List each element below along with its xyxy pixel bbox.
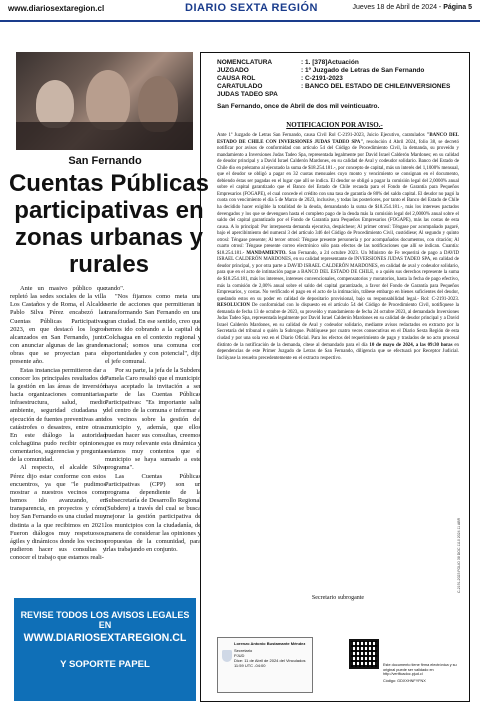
verification-text: Este documento tiene firma electrónica y su original puede ser validado en http://verificadoc.pjud.cl Código: GDXXHNFYFNX — [383, 663, 457, 683]
paragraph: Ante un masivo público que repletó las sedes sociales de la villa Los Castaños y de Roma, el Alcalde Pablo Silva Pérez encabezó las Cuentas Públicas Participativas 2023, en que destacó los logros alcanzados en San Fernando, junto con anunciar algunas de las grandes obras que se proyectan para el presente año. — [10, 285, 106, 366]
notice-date-line: San Fernando, once de Abril de dos mil veinticuatro. — [217, 103, 380, 110]
secretary-label: Secretario subrogante — [311, 595, 365, 601]
page-header — [0, 0, 480, 22]
newspaper-title: DIARIO SEXTA REGIÓN — [185, 2, 318, 14]
paragraph: Las Cuentas Públicas Participativas (CPP) son un programa dependiente de la Subsecretaría de Desarrollo Regional (Subdere) a través del cual se busca mejorar la gestión participativa de los municipios con la ciudadanía, de manera de considerar las opiniones y propuestas de la comunidad, para irlas trabajando en conjunto. — [105, 472, 201, 553]
qr-code-icon[interactable] — [349, 639, 379, 669]
paragraph: Al respecto, el alcalde Silva Pérez dijo estar conforme con estos encuentros, ya que "le pudimos mostrar a nuestros vecinos como hemos ido avanzando, en transparencia, en proyectos y cómo hoy San Fernando es una ciudad muy distinta a la que recibimos en 2021. Fueron diálogos muy respetuosos, ágiles y dinámicos donde los vecinos pudieron hacer sus consultas y conocer el trabajo que estamos reali- — [10, 464, 106, 562]
paragraph: zando". — [105, 285, 125, 292]
case-row: CARATULADO : BANCO DEL ESTADO DE CHILE/INVERSIONES — [217, 83, 451, 90]
case-row: NOMENCLATURA : 1. [378]Actuación — [217, 59, 359, 66]
banner-line-3: Y SOPORTE PAPEL — [60, 659, 150, 670]
banner-url[interactable]: WWW.DIARIOSEXTAREGION.CL — [23, 632, 187, 644]
paragraph: Estas instancias permitieron dar a conocer los principales resultados de la gestión en las áreas de inversión hacia organizaciones comunitarias, infraestructura, salud, medio ambiente, seguridad ciudadana y ejecución de fuentes preventivas ante catástrofes o desastres, entre otras. En este diálogo la autoridad colchagüina pudo recibir opiniones, comentarios, sugerencias y preguntas de la comunidad. — [10, 366, 106, 464]
case-row: CAUSA ROL : C-2191-2023 — [217, 75, 343, 82]
issue-date: Jueves 18 de Abril de 2024 - Página 5 — [352, 4, 472, 11]
notice-title: NOTIFICACION POR AVISO.- — [286, 121, 383, 129]
site-url[interactable]: www.diariosextaregion.cl — [8, 4, 105, 13]
article-kicker: San Fernando — [68, 155, 142, 167]
seal-icon — [222, 650, 232, 662]
notice-body: Ante 1º Juzgado de Letras San Fernando, causa Civil Rol C-2191-2023, Juicio Ejecutivo, caratulados "BANCO DEL ESTADO DE CHILE CON INVERSIONES JUDAS TADEO SPA", resolución 4 Abril 2024, folio 38, se decretó notificar por avisos de conformidad con artículo 54 del Código de Procedimiento Civil, la demanda, su proveído y mandamiento a Inversiones Judas Tadeo Spa, representada legalmente por David Israel Calderón Mardones; en su calidad de deudor principal y a David Israel Calderón Mardones, en su calidad de Aval y codeudor solidario. Banco del Estado de Chile dio en préstamo al ejecutado la suma de $18.254.181.-, por concepto de capital, más un interés del 1,1000% mensual, que el deudor se obligó a pagar en 32 cuotas mensuales cuyo monto y vencimiento se consignan en el documento, debiendo éstas ser pagadas en el lugar que allí se indica. El deudor se obligó a pagar la comisión legal del 2,0000% anual sobre el capital garantizado que el Banco del Estado de Chile recauda para el Fondo de Garantía para Pequeños Empresarios (FOGAPE), el cual concede el crédito con una tasa de garantía de 80% del saldo capital. El deudor no pagó la cuota con vencimiento el día 5 de Marzo de 2023, inclusive, y todas las posteriores, por tanto el Banco del Estado de Chile ha decidido hacer exigible la totalidad de la deuda, demandando la suma de $18.254.181.-, más los intereses pactados devengados y los que se devenguen hasta el completo pago de la deuda más la comisión legal del 2,0000% anual sobre el saldo del capital garantizado por el Fondo de Garantía para Pequeños Empresarios (FOGAPE), más las costas de esta causa. A lo principal: Por interpuesta demanda ejecutiva, despáchese; Al primer otrosí: Téngase por acompañado pagaré, bajo el apercibimiento del numeral 3 del artículo 346 del Código de Procedimiento Civil, custódiese; Al segundo y quinto otrosí: Téngase presente; Al tercer otrosí: Téngase presente personería y por acompañados documentos, con citación; Al cuarto otrosí: Téngase presente correo electrónico sólo para efectos de las notificaciones que allí se indican. Cuantía: $18.254.181.- MANDAMIENTO. San Fernando, a 24 octubre 2023. Un Ministro de Fe requerirá de pago a DAVID ISRAEL CALDERÓN MARDONES, en su calidad representante de INVERSIONES JUDAS TADEO SPA, en calidad de deudor principal, y por otra parte a DAVID ISRAEL CALDERÓN MARDONES, en calidad de aval y codeudor solidario, para que en el acto de intimación pague a BANCO DEL ESTADO DE CHILE, o a quién sus derechos represente la suma de $18.254.181, más los intereses, intereses convencionales, compensatorios y moratorios, hasta la fecha de pago efectivo, más la comisión de 2,00% anual sobre el saldo del capital garantizado, a favor del Fondo de Garantía para Pequeños Empresarios, y costas. No verificado el pago en el acto de la intimación, trábese embargo en bienes suficientes del deudor, quedando estos en su poder en calidad de depositario provisional, bajo su responsabilidad legal.- Rol: C-2191-2023. RESOLUCION De conformidad con lo dispuesto en el artículo 54 del Código de Procedimiento Civil, notifíquese la demanda de fecha 13 de octubre de 2023, su proveído y mandamiento de fecha 24 octubre 2023, al demandado Inversiones Judas Tadeo Spa, representada legalmente por David Israel Calderón Mardones en su calidad de deudor principal y a David Israel Calderón Mardones, en su calidad de Aval y codeudor solidario, mediante avisos redactados en extracto por la Secretaría del tribunal o quién la Subrogue. Publíquese por cuatro veces consecutivas en el Diario Sexta Región de esta ciudad y por una sola vez en el Diario Oficial. Para los efectos del requerimiento de pago y traslados de no acto procesal distinto de la notificación de la demanda, cítese al demandado para el día 10 de mayo de 2024, a las 09:30 horas en dependencias de este Primer Juzgado de Letras de San Fernando, diligencia que se efectuará por Receptor Judicial. Inclúyase la resuelto precedentemente en el extracto respectivo. — [217, 133, 460, 361]
electronic-signature: Lorenzo Antonio Bustamante Méndez Secretario PJUD Dice: 11 de Abril de 2024 del Vinculados 11:59 UTC -04:00 — [217, 637, 313, 693]
article-column-2 — [105, 285, 201, 554]
vertical-reference: C-2191-2023 FOLIO 38 DOC 1110 2024 11 ABR — [457, 517, 461, 593]
case-row: JUDAS TADEO SPA — [217, 91, 278, 98]
banner-line-1: REVISE TODOS LOS AVISOS LEGALES EN — [20, 610, 190, 630]
case-info-table — [217, 59, 471, 99]
article-headline: Cuentas Públicas participativas en zonas urbanas y rurales — [8, 170, 210, 278]
legal-notices-banner[interactable] — [14, 598, 196, 701]
paragraph: "Nos fijamos como meta una serie de acciones que permitieran ir transformando San Fernando en una gran ciudad. En ese sentido, creo que hemos ido cobrando a la capital de Colchagua en el contexto regional y nacional; somos una comuna con oportunidades y con potencial", dijo el jefe comunal. — [105, 293, 201, 366]
article-photo — [16, 52, 193, 150]
article-column-1 — [10, 285, 106, 562]
legal-notice-box — [200, 52, 470, 702]
paragraph: Por su parte, la jefa de la Subdere Pamela Caro resaltó que el municipio haya aceptado la invitación a ser parte de las Cuentas Públicas Participativas: "Es importante salir del centro de la comuna e informar a los vecinos sobre la gestión del municipio y, además, que ellos puedan hacer sus consultas, creemos que es muy relevante esta dinámica y estamos muy contentos que el municipio se haya sumado a este programa". — [105, 366, 202, 472]
case-row: JUZGADO : 1º Juzgado de Letras de San Fernando — [217, 67, 425, 74]
